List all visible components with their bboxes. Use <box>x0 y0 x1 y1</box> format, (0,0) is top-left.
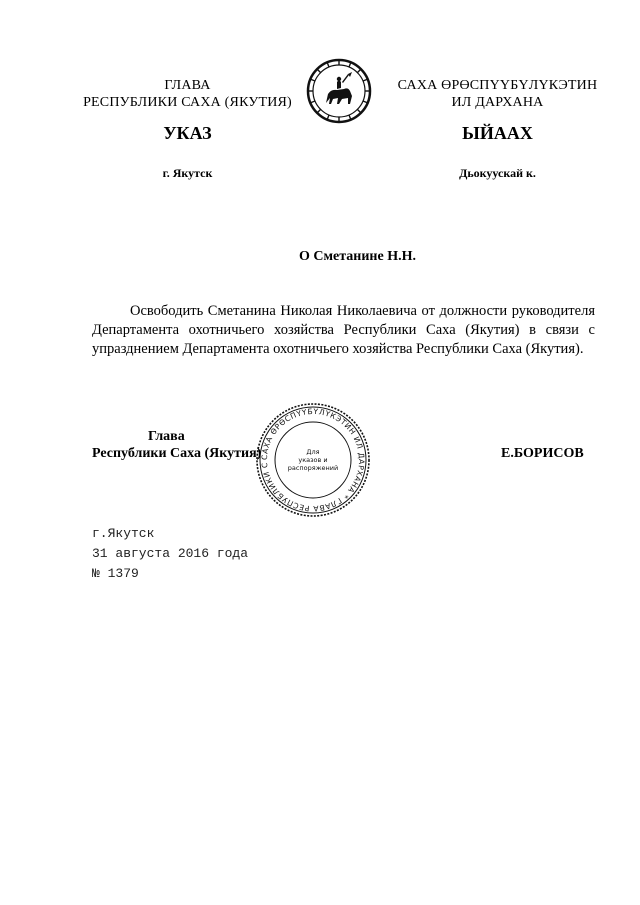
footer-city: г.Якутск <box>92 526 155 541</box>
issuer-sakha-line1: САХА ӨРӨСПҮҮБҮЛҮКЭТИН <box>397 78 598 93</box>
city-sakha: Дьокуускай к. <box>459 166 536 180</box>
document-subject: О Сметанине Н.Н. <box>299 249 416 264</box>
issuer-sakha-line2: ИЛ ДАРХАНА <box>451 95 544 110</box>
footer-date: 31 августа 2016 года <box>92 546 249 561</box>
issuer-ru <box>80 77 295 111</box>
issuer-sakha <box>390 77 605 111</box>
doc-type-sakha: ЫЙААХ <box>462 123 533 143</box>
issuer-ru-line1: ГЛАВА <box>164 78 211 93</box>
document-body <box>92 302 595 359</box>
signature-title-line2: Республики Саха (Якутия) <box>92 446 262 461</box>
body-paragraph: Освободить Сметанина Николая Николаевича от должности руководителя Департамента охотничьего хозяйства Республики Саха (Якутия) в связи с упразднением Департамента охотничьего хозяйства Республики Саха (Якутия). <box>92 303 595 357</box>
stamp-outer-text: САХА ӨРӨСПҮҮБҮЛҮКЭТИН ИЛ ДАРХАНА * ГЛАВА РЕСПУБЛИКИ С <box>259 406 367 514</box>
coat-of-arms-icon <box>306 58 372 124</box>
footer-number: № 1379 <box>92 566 139 581</box>
doc-type-ru: УКАЗ <box>163 123 212 143</box>
stamp-inner-line3: распоряжений <box>287 464 339 472</box>
stamp-inner-line1: Для <box>306 448 320 456</box>
signatory-name: Е.БОРИСОВ <box>501 446 584 461</box>
stamp-inner-line2: указов и <box>298 456 328 464</box>
signature-title-line1: Глава <box>148 429 185 444</box>
issuer-ru-line2: РЕСПУБЛИКИ САХА (ЯКУТИЯ) <box>83 95 292 110</box>
official-stamp <box>255 402 371 518</box>
footer-registration <box>92 524 248 584</box>
city-ru: г. Якутск <box>162 166 213 180</box>
